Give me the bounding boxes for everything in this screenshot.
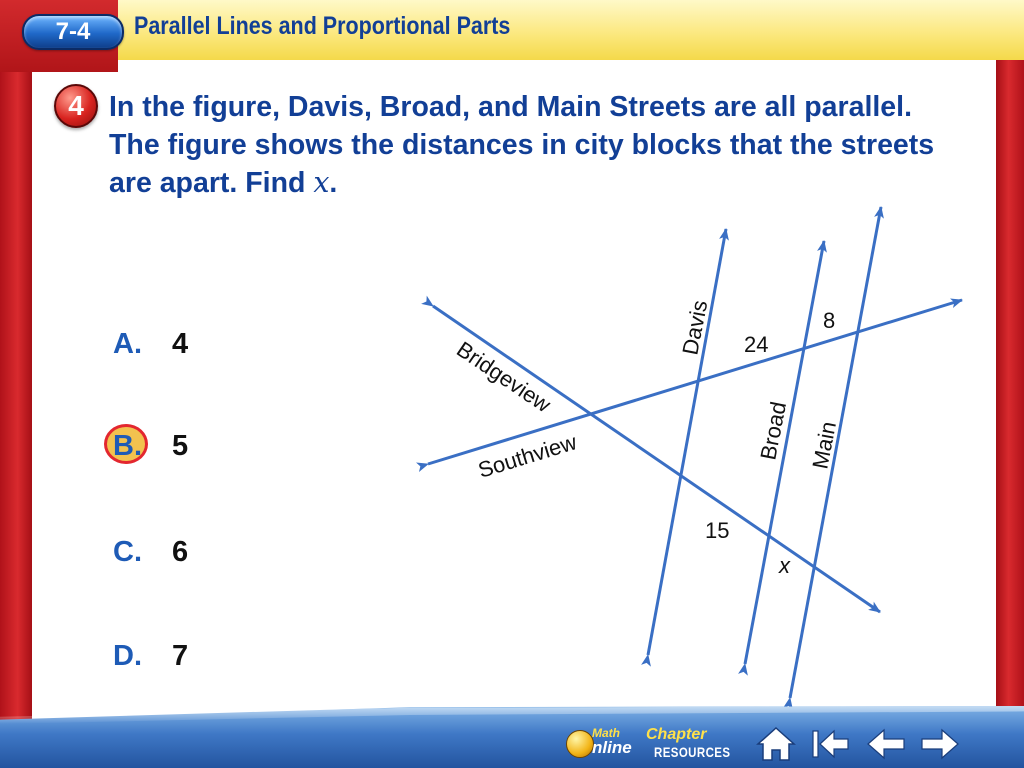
- label-bridgeview: Bridgeview: [452, 336, 556, 418]
- answer-choice-b[interactable]: [104, 424, 224, 468]
- answer-letter: D.: [113, 640, 142, 672]
- label-segment-x: x: [779, 553, 790, 578]
- chapter-resources-top-text: Chapter: [646, 726, 707, 743]
- question-number-icon: 4: [54, 84, 98, 128]
- label-segment-8: 8: [823, 308, 836, 333]
- math-online-button[interactable]: [566, 724, 632, 764]
- question-text: [109, 88, 969, 202]
- chapter-resources-button[interactable]: [646, 724, 742, 764]
- answer-choice-a[interactable]: [104, 322, 224, 366]
- globe-icon: [566, 730, 594, 758]
- answer-value: 6: [172, 536, 189, 568]
- answer-choice-c[interactable]: [104, 530, 224, 574]
- label-segment-15: 15: [705, 518, 730, 543]
- answer-letter: C.: [113, 536, 142, 568]
- main-street-line: [790, 207, 881, 698]
- right-frame-bar: [996, 60, 1024, 768]
- previous-slide-button[interactable]: [864, 722, 908, 766]
- question-body: In the figure, Davis, Broad, and Main Streets are all parallel. The figure shows the distances in city blocks that the streets are apart. Find: [109, 91, 935, 199]
- label-southview: Southview: [475, 429, 580, 483]
- answer-value: 7: [172, 640, 189, 672]
- question-variable: x: [313, 166, 330, 199]
- math-online-bottom-text: nline: [592, 738, 632, 757]
- question-end: .: [329, 167, 338, 199]
- home-icon: [754, 722, 798, 766]
- answer-value: 5: [172, 430, 189, 462]
- home-button[interactable]: [754, 722, 798, 766]
- skip-back-icon: [808, 722, 852, 766]
- arrow-right-icon: [918, 722, 962, 766]
- first-slide-button[interactable]: [808, 722, 852, 766]
- arrow-left-icon: [864, 722, 908, 766]
- label-segment-24: 24: [744, 332, 769, 357]
- lesson-number-badge: 7-4: [22, 14, 124, 50]
- next-slide-button[interactable]: [918, 722, 962, 766]
- davis-street-line: [648, 229, 726, 655]
- answer-value: 4: [172, 328, 189, 360]
- label-davis: Davis: [677, 298, 713, 357]
- answer-choice-d[interactable]: [104, 634, 224, 678]
- left-frame-bar: [0, 0, 32, 768]
- answer-letter: A.: [113, 328, 142, 360]
- chapter-resources-bottom-text: RESOURCES: [654, 744, 731, 760]
- label-main: Main: [807, 419, 842, 471]
- lesson-title: Parallel Lines and Proportional Parts: [134, 12, 511, 40]
- parallel-streets-figure: [400, 195, 990, 715]
- math-online-top-text: Math: [592, 726, 620, 740]
- label-broad: Broad: [755, 399, 792, 462]
- answer-letter: B.: [113, 430, 142, 462]
